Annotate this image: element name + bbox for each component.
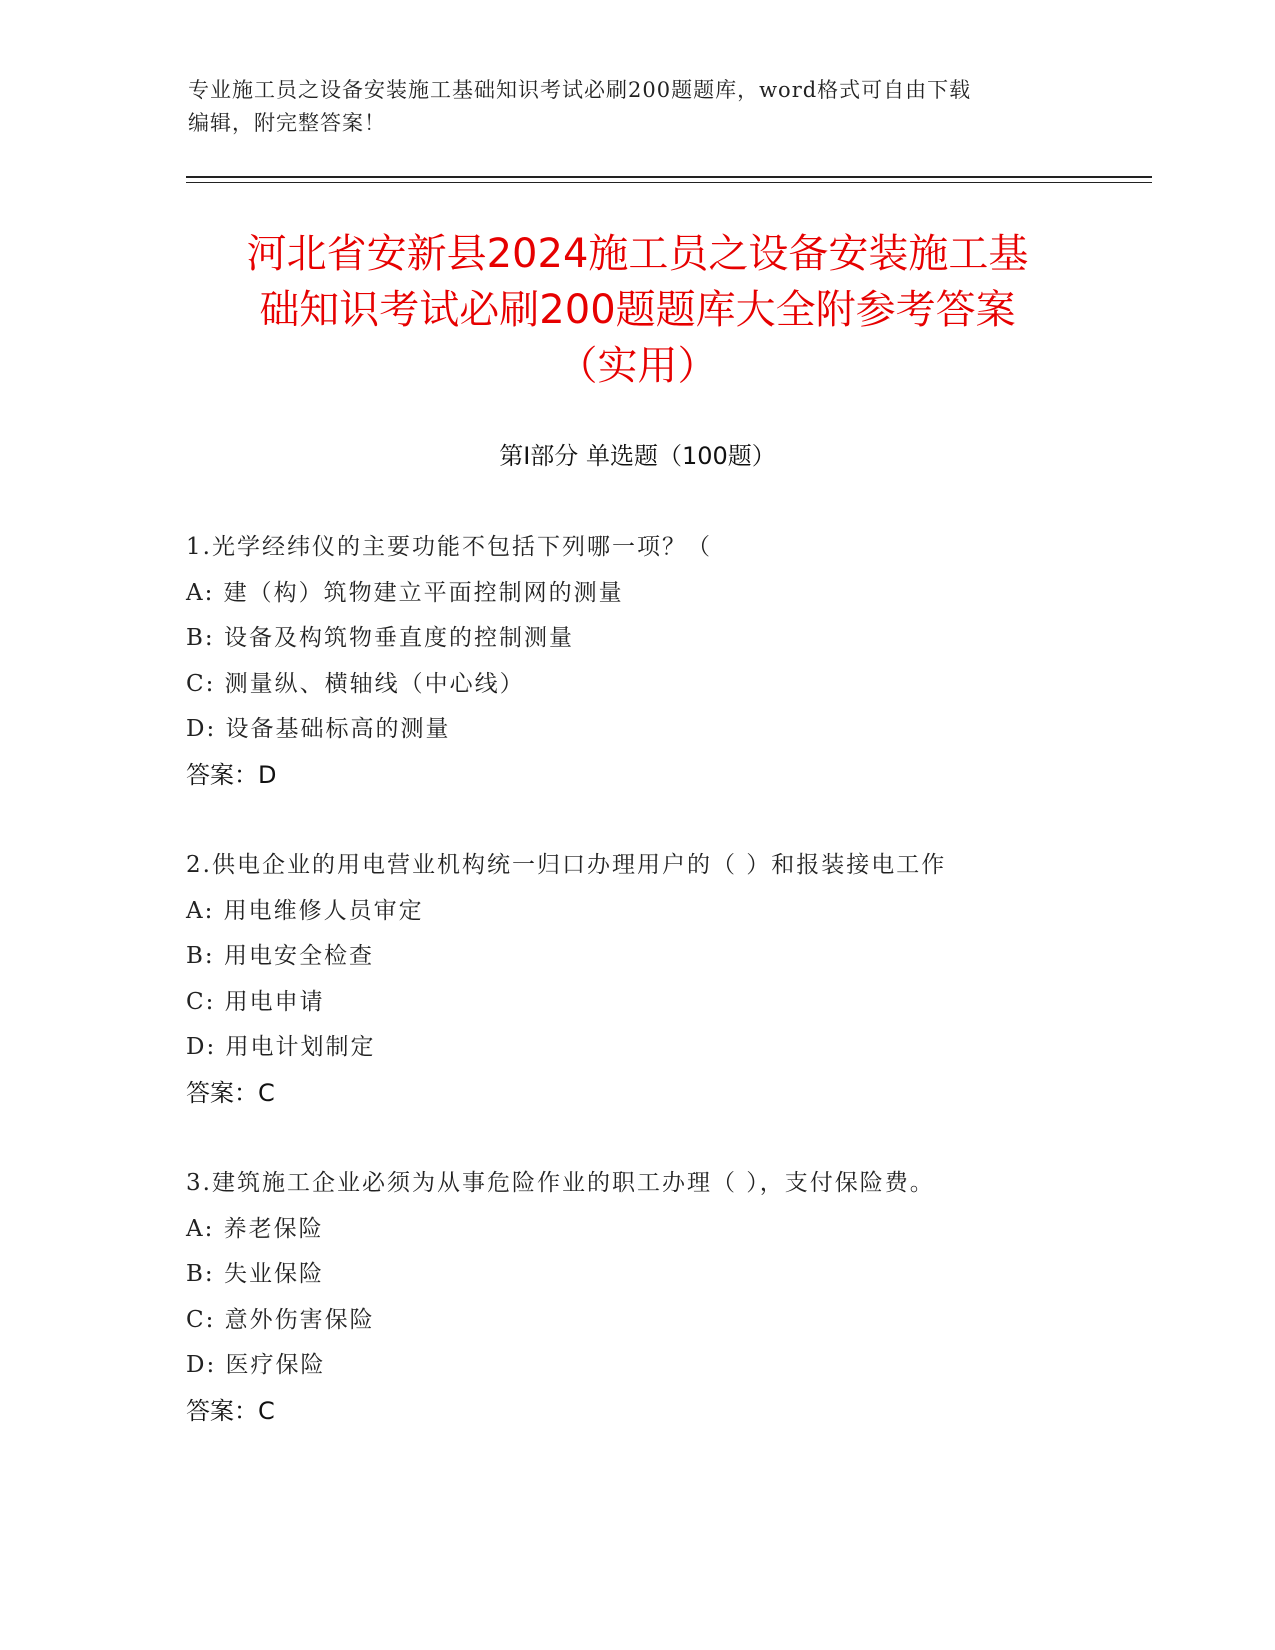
- option-b: B: 失业保险: [186, 1261, 324, 1287]
- question-3: [186, 1161, 1086, 1434]
- header-note-line-2: 编辑，附完整答案！: [188, 111, 386, 135]
- question-stem: 2.供电企业的用电营业机构统一归口办理用户的（ ）和报装接电工作: [186, 852, 947, 878]
- section-title: 第Ⅰ部分 单选题（100题）: [499, 442, 776, 470]
- option-d: D: 医疗保险: [186, 1352, 326, 1378]
- answer-line: 答案：C: [186, 1078, 275, 1107]
- header-divider-thick: [186, 176, 1152, 178]
- document-title: [150, 226, 1125, 394]
- option-c: C: 意外伤害保险: [186, 1306, 375, 1333]
- header-divider-thin: [186, 182, 1152, 183]
- header-note: [188, 74, 1088, 140]
- option-d: D: 用电计划制定: [186, 1034, 376, 1060]
- answer-line: 答案：D: [186, 760, 277, 789]
- question-2: [186, 843, 1086, 1116]
- answer-line: 答案：C: [186, 1396, 275, 1425]
- header-note-line-1: 专业施工员之设备安装施工基础知识考试必刷200题题库，word格式可自由下载: [188, 78, 972, 102]
- option-b: B: 用电安全检查: [186, 943, 374, 969]
- option-a: A: 用电维修人员审定: [186, 897, 424, 924]
- document-title-line-2: 础知识考试必刷200题题库大全附参考答案: [259, 287, 1016, 333]
- question-stem: 1.光学经纬仪的主要功能不包括下列哪一项？（: [186, 534, 712, 560]
- option-a: A: 养老保险: [186, 1215, 324, 1242]
- option-a: A: 建（构）筑物建立平面控制网的测量: [186, 579, 624, 606]
- document-title-line-1: 河北省安新县2024施工员之设备安装施工基: [246, 231, 1029, 277]
- question-1: [186, 525, 1086, 798]
- option-b: B: 设备及构筑物垂直度的控制测量: [186, 625, 574, 651]
- document-title-line-3: （实用）: [557, 343, 718, 389]
- option-c: C: 测量纵、横轴线（中心线）: [186, 670, 525, 697]
- question-stem: 3.建筑施工企业必须为从事危险作业的职工办理（ ），支付保险费。: [186, 1170, 935, 1196]
- option-c: C: 用电申请: [186, 988, 325, 1015]
- option-d: D: 设备基础标高的测量: [186, 716, 451, 742]
